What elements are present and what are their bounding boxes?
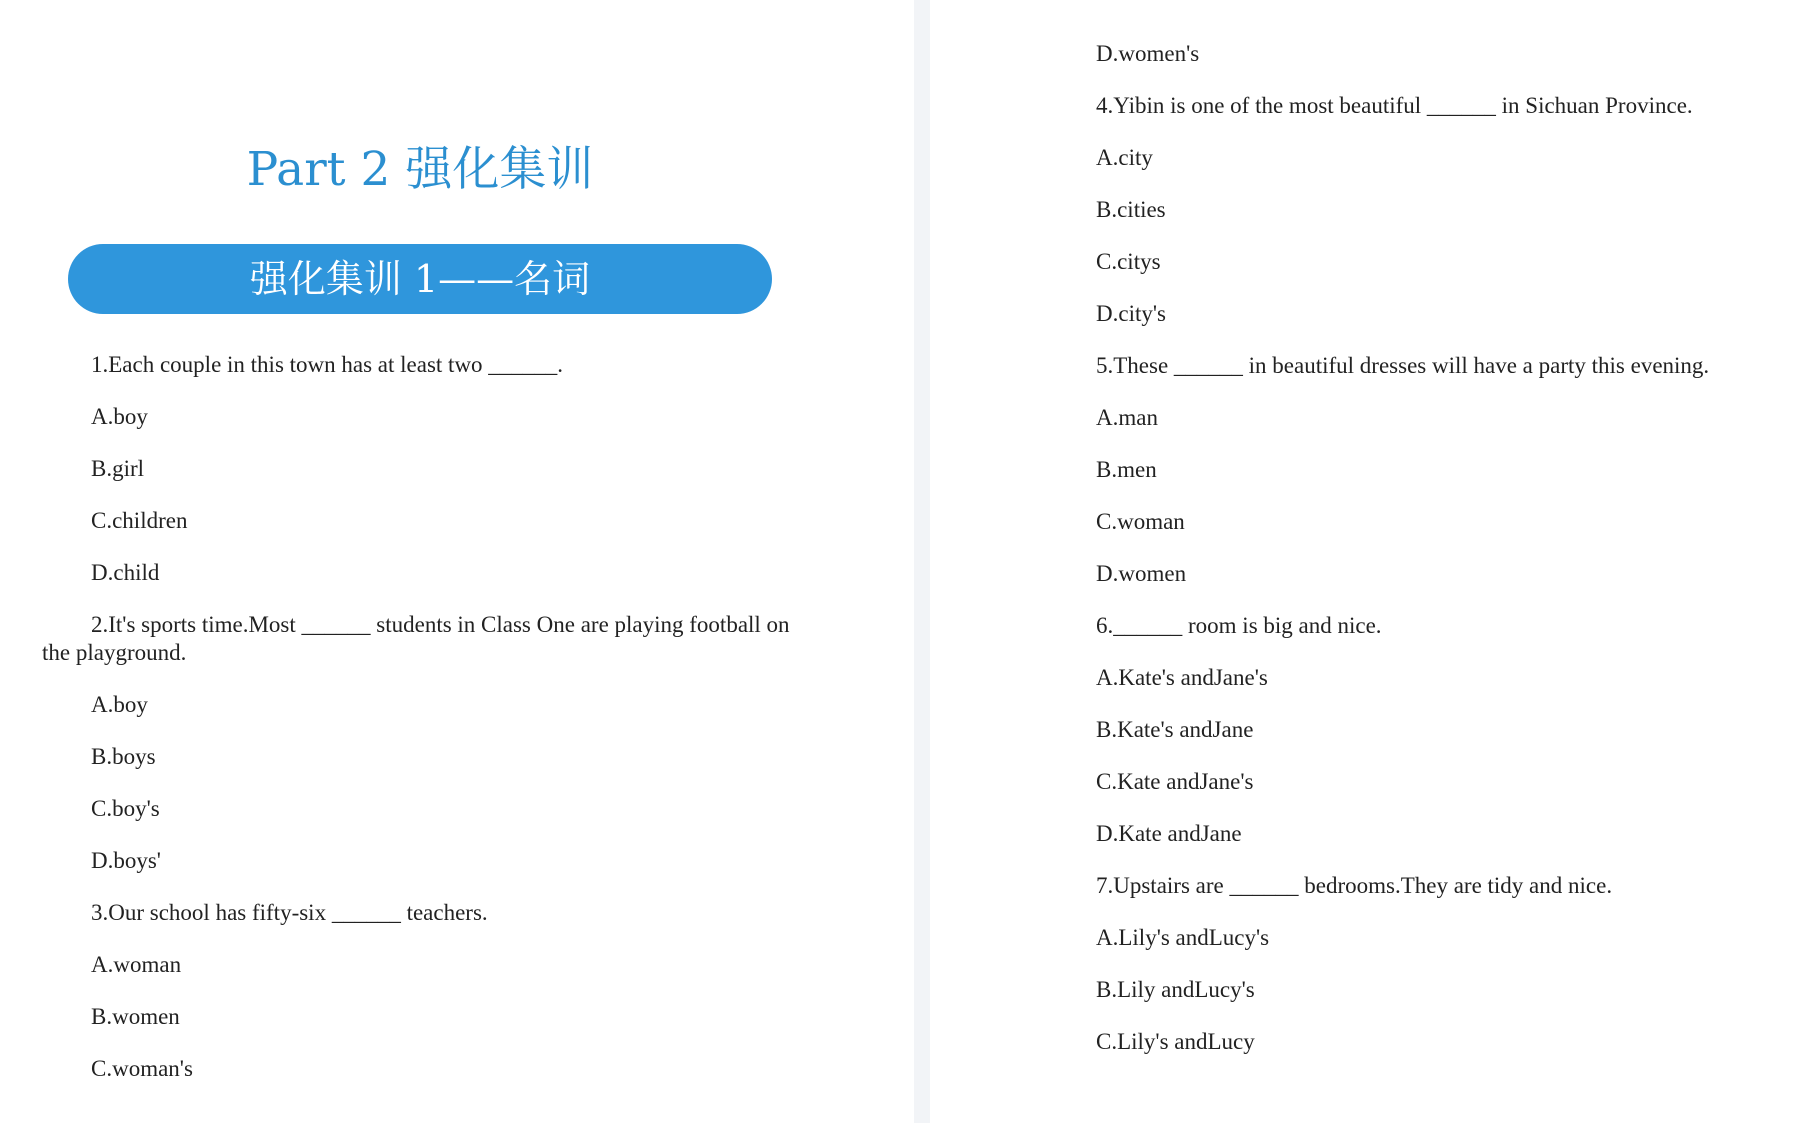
- option-a: A.city: [1096, 145, 1153, 170]
- option-a: A.boy: [91, 404, 148, 429]
- question-4: 4.Yibin is one of the most beautiful ______ in Sichuan Province.: [1096, 93, 1693, 118]
- question-7: 7.Upstairs are ______ bedrooms.They are tidy and nice.: [1096, 873, 1613, 898]
- option-b: B.Kate's andJane: [1096, 717, 1254, 742]
- option-c: C.children: [91, 508, 188, 533]
- option-c: C.Lily's andLucy: [1096, 1029, 1255, 1054]
- option-d: D.city's: [1096, 301, 1166, 326]
- page-gutter: [914, 0, 930, 1123]
- right-question-list: [1096, 40, 1796, 1080]
- option-a: A.boy: [91, 692, 148, 717]
- option-c: C.citys: [1096, 249, 1161, 274]
- option-a: A.woman: [91, 952, 182, 977]
- option-d: D.boys': [91, 848, 161, 873]
- option-d: D.women's: [1096, 41, 1200, 66]
- option-a: A.Kate's andJane's: [1096, 665, 1268, 690]
- question-1: 1.Each couple in this town has at least two ______.: [91, 352, 564, 377]
- option-c: C.Kate andJane's: [1096, 769, 1254, 794]
- question-5: 5.These ______ in beautiful dresses will have a party this evening.: [1096, 353, 1710, 378]
- option-b: B.men: [1096, 457, 1157, 482]
- option-d: D.women: [1096, 561, 1187, 586]
- option-c: C.woman: [1096, 509, 1185, 534]
- option-b: B.women: [91, 1004, 180, 1029]
- option-d: D.Kate andJane: [1096, 821, 1242, 846]
- left-question-list: [42, 351, 802, 1107]
- option-b: B.girl: [91, 456, 145, 481]
- question-3: 3.Our school has fifty-six ______ teachers.: [91, 900, 488, 925]
- option-a: A.man: [1096, 405, 1158, 430]
- section-banner: 强化集训 1——名词: [68, 244, 772, 314]
- option-b: B.Lily andLucy's: [1096, 977, 1255, 1002]
- option-c: C.boy's: [91, 796, 160, 821]
- option-c: C.woman's: [91, 1056, 193, 1081]
- option-b: B.boys: [91, 744, 156, 769]
- part-title: Part 2 强化集训: [246, 142, 594, 197]
- option-b: B.cities: [1096, 197, 1166, 222]
- question-6: 6.______ room is big and nice.: [1096, 613, 1382, 638]
- option-a: A.Lily's andLucy's: [1096, 925, 1270, 950]
- option-d: D.child: [91, 560, 160, 585]
- question-2: 2.It's sports time.Most ______ students in Class One are playing football on the playground.: [42, 612, 790, 665]
